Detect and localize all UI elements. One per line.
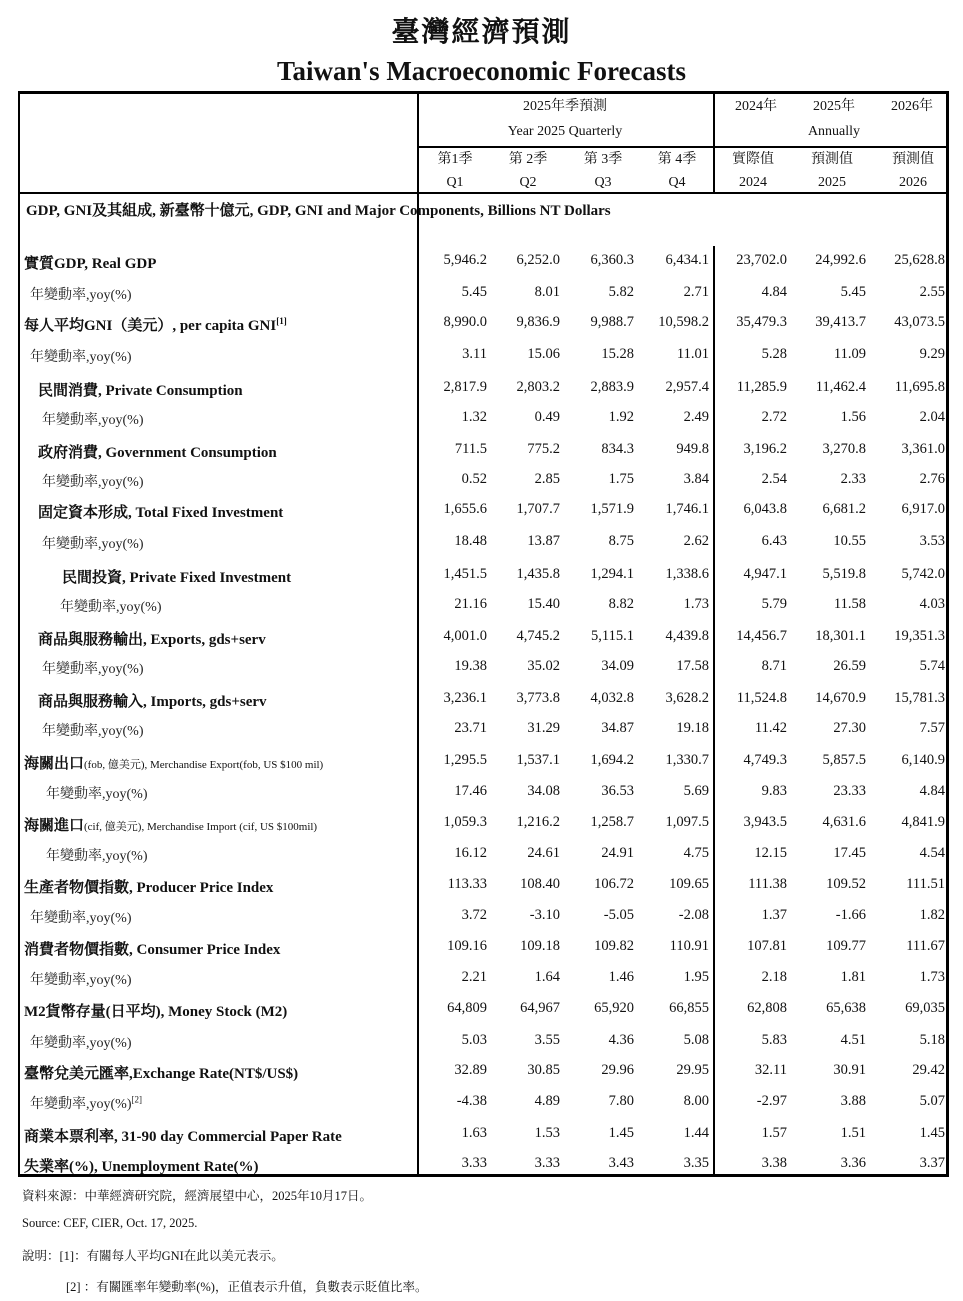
value-cell: 13.87 [527,533,560,549]
value-cell: 8.01 [534,284,560,300]
note-2: [2] ：有關匯率年變動率(%)，正值表示升值，負數表示貶值比率。 [66,1280,428,1294]
value-cell: 111.67 [906,938,945,954]
value-cell: 1.53 [534,1125,560,1141]
row-label-yoy: 年變動率,yoy(%)[2] [30,1094,142,1112]
value-cell: 5.45 [461,284,487,300]
table-row [20,622,947,653]
value-cell: 4.84 [761,284,787,300]
value-cell: -4.38 [456,1093,487,1109]
value-cell: 32.89 [454,1062,487,1078]
row-label: 海關進口(cif, 億美元), Merchandise Import (cif, US $100mil) [24,818,318,834]
value-cell: 0.49 [534,409,560,425]
row-label-yoy: 年變動率,yoy(%) [30,288,132,303]
value-cell: 1,338.6 [665,566,709,582]
value-cell: 11.58 [833,596,866,612]
table-row [20,1149,947,1180]
value-cell: 21.16 [454,596,487,612]
value-cell: 3,628.2 [665,690,709,706]
value-cell: 15,781.3 [894,690,945,706]
value-cell: 5.82 [608,284,634,300]
column-header-zh: 實際值 [732,152,774,167]
table-row [20,870,947,901]
value-cell: 11.01 [676,346,709,362]
quarterly-header-zh: 2025年季預測 [523,99,607,114]
value-cell: 6,681.2 [822,501,866,517]
row-label-yoy: 年變動率,yoy(%) [42,413,144,428]
value-cell: 1,435.8 [516,566,560,582]
column-header-en: Q1 [446,175,464,190]
value-cell: 65,920 [594,1000,634,1016]
value-cell: 4,631.6 [822,814,866,830]
value-cell: 3.53 [919,533,945,549]
column-header-en: 2025 [818,175,846,190]
value-cell: 5.83 [761,1032,787,1048]
row-label-yoy: 年變動率,yoy(%) [42,724,144,739]
row-label: M2貨幣存量(日平均), Money Stock (M2) [24,1004,288,1020]
value-cell: 5.18 [919,1032,945,1048]
row-label: 每人平均GNI（美元）, per capita GNI[1] [24,316,287,334]
value-cell: 11.42 [754,720,787,736]
value-cell: 4.36 [608,1032,634,1048]
value-cell: 5,115.1 [591,628,634,644]
value-cell: 3.35 [683,1155,709,1171]
value-cell: 24.61 [527,845,560,861]
row-label-yoy: 年變動率,yoy(%) [42,537,144,552]
value-cell: 24.91 [601,845,634,861]
value-cell: 31.29 [527,720,560,736]
value-cell: 1,216.2 [516,814,560,830]
value-cell: 32.11 [754,1062,787,1078]
value-cell: 36.53 [601,783,634,799]
row-label: 臺幣兌美元匯率,Exchange Rate(NT$/US$) [24,1066,299,1082]
value-cell: 5.28 [761,346,787,362]
value-cell: 6,140.9 [901,752,945,768]
value-cell: 711.5 [454,441,487,457]
value-cell: 5,946.2 [443,252,487,268]
value-cell: 12.15 [754,845,787,861]
value-cell: 2.62 [683,533,709,549]
value-cell: 1,655.6 [443,501,487,517]
value-cell: 1,537.1 [516,752,560,768]
value-cell: 2.49 [683,409,709,425]
value-cell: 2.04 [919,409,945,425]
value-cell: 2,817.9 [443,379,487,395]
value-cell: 111.38 [748,876,787,892]
value-cell: 1.46 [608,969,634,985]
value-cell: 1,295.5 [443,752,487,768]
table-row [20,495,947,526]
value-cell: -5.05 [603,907,634,923]
year-2024-header: 2024年 [735,99,777,114]
forecast-table [18,91,949,1177]
table-row [20,684,947,715]
value-cell: 23,702.0 [736,252,787,268]
row-label: 民間消費, Private Consumption [38,383,243,399]
value-cell: 4,439.8 [665,628,709,644]
table-row [20,1026,947,1057]
table-row [20,714,947,745]
page-title-en: Taiwan's Macroeconomic Forecasts [277,56,686,86]
value-cell: 4.03 [919,596,945,612]
value-cell: 5.08 [683,1032,709,1048]
value-cell: 1.64 [534,969,560,985]
value-cell: 2,957.4 [665,379,709,395]
value-cell: 107.81 [747,938,787,954]
row-label: 民間投資, Private Fixed Investment [62,570,292,586]
value-cell: 64,967 [520,1000,560,1016]
value-cell: 3,943.5 [743,814,787,830]
row-label-yoy: 年變動率,yoy(%) [30,973,132,988]
value-cell: 5.79 [761,596,787,612]
value-cell: 1,451.5 [443,566,487,582]
value-cell: 2.72 [761,409,787,425]
value-cell: 1.37 [761,907,787,923]
value-cell: 4,841.9 [901,814,945,830]
row-label-yoy: 年變動率,yoy(%) [42,662,144,677]
column-header-zh: 預測值 [892,152,934,167]
value-cell: 69,035 [905,1000,945,1016]
table-row [20,963,947,994]
value-cell: 14,456.7 [736,628,787,644]
value-cell: 1.45 [919,1125,945,1141]
row-label: 生產者物價指數, Producer Price Index [24,880,274,896]
value-cell: 3,773.8 [516,690,560,706]
value-cell: 35,479.3 [736,314,787,330]
value-cell: 3.43 [608,1155,634,1171]
value-cell: 1.57 [761,1125,787,1141]
row-label: 實質GDP, Real GDP [24,256,157,272]
value-cell: 66,855 [669,1000,709,1016]
value-cell: 1.44 [683,1125,709,1141]
value-cell: 4.89 [534,1093,560,1109]
value-cell: 23.33 [833,783,866,799]
value-cell: 834.3 [601,441,634,457]
column-header-zh: 預測值 [811,152,853,167]
source-en: Source: CEF, CIER, Oct. 17, 2025. [22,1216,198,1230]
value-cell: 2.33 [840,471,866,487]
value-cell: 109.65 [669,876,709,892]
value-cell: 27.30 [833,720,866,736]
value-cell: 5.69 [683,783,709,799]
value-cell: 1,097.5 [665,814,709,830]
row-label: 商業本票利率, 31-90 day Commercial Paper Rate [24,1129,342,1145]
value-cell: 15.40 [527,596,560,612]
row-label-yoy: 年變動率,yoy(%) [46,787,148,802]
table-row [20,308,947,339]
value-cell: 8.82 [608,596,634,612]
value-cell: 11.09 [833,346,866,362]
value-cell: 19.38 [454,658,487,674]
table-row [20,1087,947,1118]
value-cell: 11,285.9 [736,379,787,395]
value-cell: 3.88 [840,1093,866,1109]
value-cell: 2.71 [683,284,709,300]
value-cell: 6,252.0 [516,252,560,268]
value-cell: 2,803.2 [516,379,560,395]
row-label-yoy: 年變動率,yoy(%) [46,849,148,864]
table-row [20,839,947,870]
table-row [20,435,947,466]
table-row [20,932,947,963]
value-cell: 19,351.3 [894,628,945,644]
table-row [20,403,947,434]
value-cell: 1.92 [608,409,634,425]
value-cell: 5.07 [919,1093,945,1109]
value-cell: 3.72 [461,907,487,923]
value-cell: 106.72 [594,876,634,892]
column-header-zh: 第 4季 [657,152,697,167]
value-cell: 11,695.8 [894,379,945,395]
table-row [20,560,947,591]
value-cell: 29.42 [912,1062,945,1078]
table-row [20,652,947,683]
value-cell: 29.95 [676,1062,709,1078]
value-cell: 8.00 [683,1093,709,1109]
value-cell: 1.45 [608,1125,634,1141]
row-label: 失業率(%), Unemployment Rate(%) [24,1159,259,1175]
value-cell: 18,301.1 [815,628,866,644]
value-cell: 4,745.2 [516,628,560,644]
value-cell: 108.40 [520,876,560,892]
value-cell: 17.46 [454,783,487,799]
value-cell: 3.11 [462,346,487,362]
value-cell: 3.33 [461,1155,487,1171]
value-cell: 24,992.6 [815,252,866,268]
value-cell: 1.32 [461,409,487,425]
row-label-yoy: 年變動率,yoy(%) [60,600,162,615]
value-cell: 34.08 [527,783,560,799]
value-cell: 26.59 [833,658,866,674]
value-cell: 6.43 [761,533,787,549]
value-cell: 113.33 [447,876,487,892]
value-cell: -1.66 [835,907,866,923]
value-cell: 16.12 [454,845,487,861]
year-2025-header: 2025年 [813,99,855,114]
row-label-yoy: 年變動率,yoy(%) [30,1036,132,1051]
column-header-en: 2026 [899,175,927,190]
value-cell: 8.75 [608,533,634,549]
table-row [20,465,947,496]
value-cell: 5,857.5 [822,752,866,768]
value-cell: 3.33 [534,1155,560,1171]
column-header-zh: 第 2季 [508,152,548,167]
row-label: 固定資本形成, Total Fixed Investment [38,505,284,521]
table-row [20,777,947,808]
value-cell: 1,746.1 [665,501,709,517]
value-cell: 1,330.7 [665,752,709,768]
value-cell: 1.81 [840,969,866,985]
value-cell: 6,434.1 [665,252,709,268]
value-cell: 1,258.7 [590,814,634,830]
value-cell: 5.45 [840,284,866,300]
value-cell: 4.54 [919,845,945,861]
value-cell: -3.10 [529,907,560,923]
value-cell: 10,598.2 [658,314,709,330]
table-row [20,994,947,1025]
table-row [20,278,947,309]
value-cell: 9.83 [761,783,787,799]
value-cell: 7.57 [919,720,945,736]
note-1: 說明：[1]：有關每人平均GNI在此以美元表示。 [22,1249,284,1263]
table-row [20,246,947,277]
value-cell: 8,990.0 [443,314,487,330]
value-cell: 5,742.0 [901,566,945,582]
row-label: 政府消費, Government Consumption [38,445,277,461]
row-label: 商品與服務輸出, Exports, gds+serv [38,632,266,648]
value-cell: 3.84 [683,471,709,487]
value-cell: 3.55 [534,1032,560,1048]
value-cell: 4,001.0 [443,628,487,644]
value-cell: 4,947.1 [743,566,787,582]
value-cell: 110.91 [669,938,709,954]
value-cell: 2.76 [919,471,945,487]
value-cell: 23.71 [454,720,487,736]
value-cell: 11,524.8 [736,690,787,706]
value-cell: 62,808 [747,1000,787,1016]
table-row [20,340,947,371]
value-cell: 2.54 [761,471,787,487]
column-header-en: 2024 [739,175,767,190]
value-cell: 1.56 [840,409,866,425]
value-cell: 109.16 [447,938,487,954]
column-header-zh: 第 3季 [583,152,623,167]
column-header-en: Q2 [519,175,537,190]
value-cell: 8.71 [761,658,787,674]
source-zh: 資料來源：中華經濟研究院，經濟展望中心，2025年10月17日。 [22,1189,373,1203]
value-cell: -2.97 [756,1093,787,1109]
value-cell: 775.2 [527,441,560,457]
value-cell: 9,988.7 [590,314,634,330]
table-row [20,527,947,558]
row-label: 海關出口(fob, 億美元), Merchandise Export(fob, US $100 mil) [24,756,324,772]
value-cell: 25,628.8 [894,252,945,268]
table-row [20,590,947,621]
value-cell: 17.58 [676,658,709,674]
value-cell: 4.51 [840,1032,866,1048]
value-cell: 35.02 [527,658,560,674]
value-cell: 109.52 [826,876,866,892]
value-cell: 1,294.1 [590,566,634,582]
value-cell: 43,073.5 [894,314,945,330]
value-cell: 1.82 [919,907,945,923]
value-cell: 2,883.9 [590,379,634,395]
value-cell: 109.18 [520,938,560,954]
value-cell: 2.55 [919,284,945,300]
value-cell: 1,707.7 [516,501,560,517]
value-cell: 39,413.7 [815,314,866,330]
table-row [20,901,947,932]
value-cell: 111.51 [906,876,945,892]
value-cell: 30.91 [833,1062,866,1078]
value-cell: 15.28 [601,346,634,362]
value-cell: 5.74 [919,658,945,674]
value-cell: 10.55 [833,533,866,549]
value-cell: 0.52 [461,471,487,487]
year-2026-header: 2026年 [891,99,933,114]
value-cell: 1,694.2 [590,752,634,768]
value-cell: 4.75 [683,845,709,861]
value-cell: 3.37 [919,1155,945,1171]
value-cell: -2.08 [678,907,709,923]
table-row [20,746,947,777]
value-cell: 7.80 [608,1093,634,1109]
value-cell: 1.51 [840,1125,866,1141]
value-cell: 29.96 [601,1062,634,1078]
row-label: 商品與服務輸入, Imports, gds+serv [38,694,267,710]
value-cell: 3.36 [840,1155,866,1171]
value-cell: 30.85 [527,1062,560,1078]
value-cell: 3,236.1 [443,690,487,706]
value-cell: 9.29 [919,346,945,362]
column-header-zh: 第1季 [437,152,473,167]
value-cell: 65,638 [826,1000,866,1016]
value-cell: 949.8 [676,441,709,457]
value-cell: 6,043.8 [743,501,787,517]
value-cell: 64,809 [447,1000,487,1016]
value-cell: 1,059.3 [443,814,487,830]
value-cell: 15.06 [527,346,560,362]
table-row [20,808,947,839]
annual-header-en: Annually [807,124,861,139]
value-cell: 34.87 [601,720,634,736]
value-cell: 11,462.4 [815,379,866,395]
value-cell: 2.18 [761,969,787,985]
value-cell: 19.18 [676,720,709,736]
value-cell: 3,196.2 [743,441,787,457]
row-label: 消費者物價指數, Consumer Price Index [24,942,281,958]
quarterly-header-en: Year 2025 Quarterly [507,124,623,139]
table-row [20,373,947,404]
value-cell: 5.03 [461,1032,487,1048]
value-cell: 1.95 [683,969,709,985]
value-cell: 109.82 [594,938,634,954]
value-cell: 2.21 [461,969,487,985]
value-cell: 3,270.8 [822,441,866,457]
value-cell: 9,836.9 [516,314,560,330]
row-label-yoy: 年變動率,yoy(%) [30,911,132,926]
value-cell: 6,917.0 [901,501,945,517]
value-cell: 1,571.9 [590,501,634,517]
value-cell: 4.84 [919,783,945,799]
value-cell: 1.75 [608,471,634,487]
value-cell: 1.63 [461,1125,487,1141]
column-header-en: Q4 [668,175,686,190]
column-header-en: Q3 [594,175,612,190]
value-cell: 17.45 [833,845,866,861]
value-cell: 3.38 [761,1155,787,1171]
value-cell: 1.73 [919,969,945,985]
page-title-zh: 臺灣經濟預測 [391,17,572,48]
value-cell: 4,032.8 [590,690,634,706]
row-label-yoy: 年變動率,yoy(%) [30,350,132,365]
value-cell: 18.48 [454,533,487,549]
value-cell: 2.85 [534,471,560,487]
value-cell: 3,361.0 [901,441,945,457]
value-cell: 109.77 [826,938,866,954]
section-title: GDP, GNI及其組成, 新臺幣十億元, GDP, GNI and Major Components, Billions NT Dollars [26,203,611,219]
value-cell: 1.73 [683,596,709,612]
value-cell: 34.09 [601,658,634,674]
table-row [20,1119,947,1150]
value-cell: 14,670.9 [815,690,866,706]
row-label-yoy: 年變動率,yoy(%) [42,475,144,490]
value-cell: 5,519.8 [822,566,866,582]
table-row [20,1056,947,1087]
value-cell: 4,749.3 [743,752,787,768]
value-cell: 6,360.3 [590,252,634,268]
